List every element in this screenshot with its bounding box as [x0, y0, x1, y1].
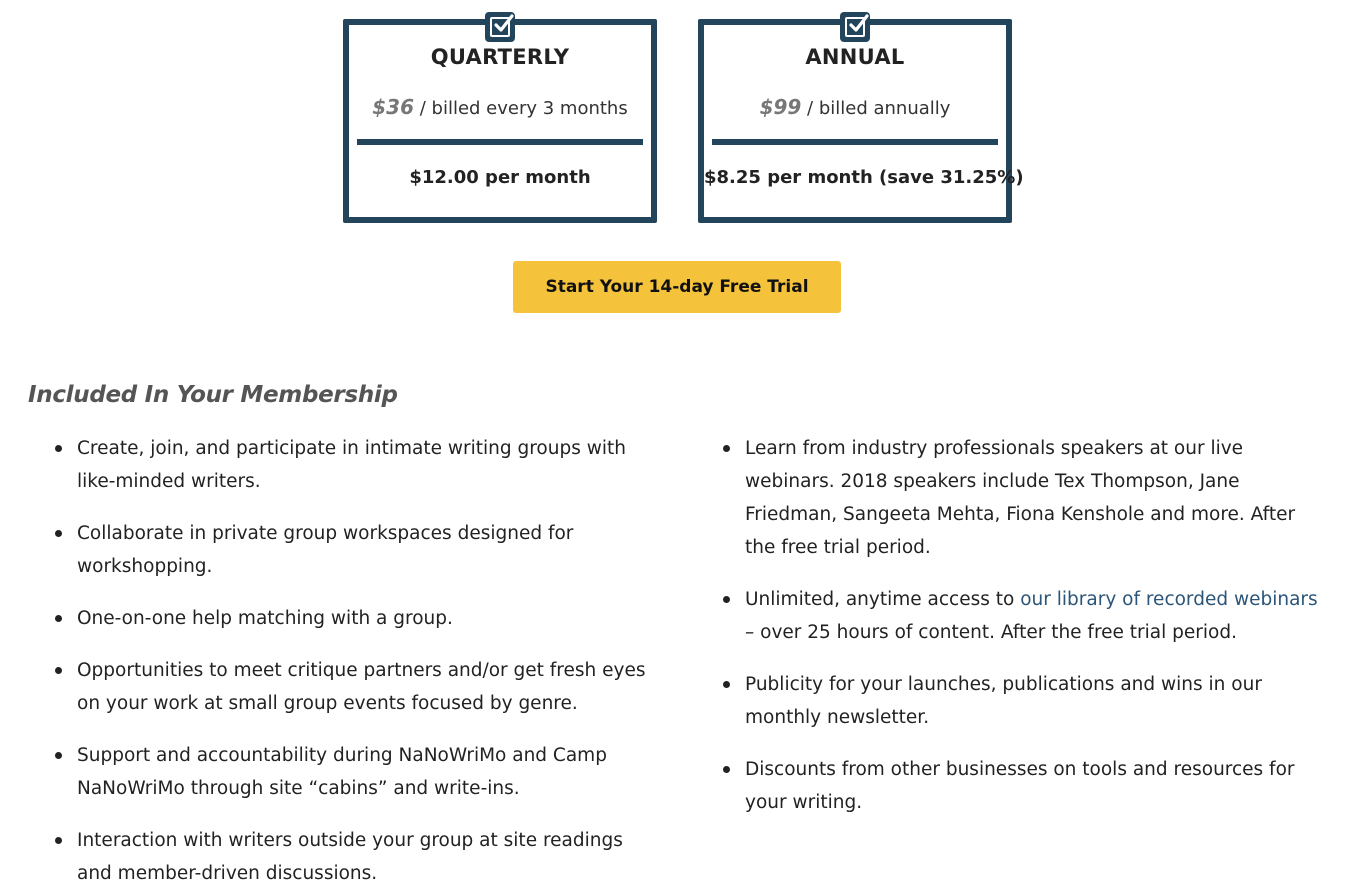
list-item: Support and accountability during NaNoWriMo and Camp NaNoWriMo through site “cabins” and write-ins.	[52, 739, 652, 805]
list-item: Interaction with writers outside your group at site readings and member-driven discussions.	[52, 824, 652, 890]
list-item-text: – over 25 hours of content. After the free trial period.	[745, 622, 1237, 643]
recorded-webinars-link[interactable]: our library of recorded webinars	[1020, 589, 1318, 610]
list-item: Discounts from other businesses on tools and resources for your writing.	[720, 753, 1320, 819]
plan-divider	[712, 139, 998, 145]
list-item: Publicity for your launches, publications and wins in our monthly newsletter.	[720, 668, 1320, 734]
plan-name: QUARTERLY	[430, 45, 570, 69]
checkmark-icon	[492, 13, 514, 35]
checkmark-icon	[847, 13, 869, 35]
plan-billing-period: / billed every 3 months	[414, 98, 628, 119]
feature-list-left	[52, 432, 652, 893]
list-item: Opportunities to meet critique partners and/or get fresh eyes on your work at small group events focused by genre.	[52, 654, 652, 720]
plan-billing-period: / billed annually	[801, 98, 951, 119]
list-item: Collaborate in private group workspaces designed for workshopping.	[52, 517, 652, 583]
plan-card-annual[interactable]	[698, 19, 1024, 223]
checkbox-checked-icon[interactable]	[840, 12, 870, 42]
plan-price-amount: $99	[759, 95, 802, 119]
list-item-text: Unlimited, anytime access to	[745, 589, 1021, 610]
start-free-trial-button[interactable]: Start Your 14-day Free Trial	[513, 261, 841, 313]
list-item: Create, join, and participate in intimate writing groups with like-minded writers.	[52, 432, 652, 498]
plan-per-month: $12.00 per month	[409, 167, 591, 188]
plan-price	[349, 95, 651, 119]
plan-divider	[357, 139, 643, 145]
checkbox-checked-icon[interactable]	[485, 12, 515, 42]
plan-price-amount: $36	[372, 95, 415, 119]
membership-section-title: Included In Your Membership	[28, 382, 398, 408]
plan-per-month: $8.25 per month (save 31.25%)	[704, 167, 1024, 188]
list-item: One-on-one help matching with a group.	[52, 602, 652, 635]
list-item	[720, 583, 1320, 649]
list-item: Learn from industry professionals speakers at our live webinars. 2018 speakers include Tex Thompson, Jane Friedman, Sangeeta Mehta, Fiona Kenshole and more. After the free trial period.	[720, 432, 1320, 564]
plan-name: ANNUAL	[805, 45, 905, 69]
feature-list-right	[720, 432, 1320, 838]
plan-card-quarterly[interactable]	[343, 19, 657, 223]
plan-price	[704, 95, 1006, 119]
